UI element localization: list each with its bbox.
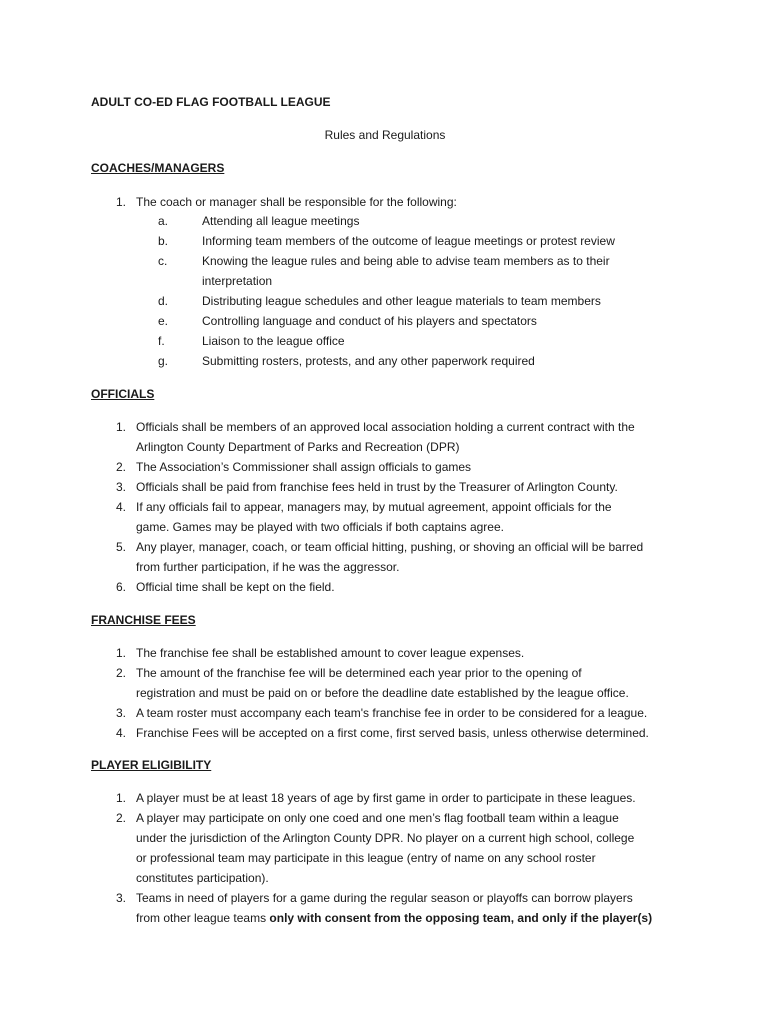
list-number: 5. xyxy=(115,540,126,554)
list-number: 1. xyxy=(115,646,126,660)
list-number: 1. xyxy=(115,420,126,434)
sublist-letter: f. xyxy=(158,334,165,348)
sublist-letter: c. xyxy=(158,254,168,268)
sublist-item-text: Distributing league schedules and other league materials to team members xyxy=(202,294,601,308)
list-item-text: The amount of the franchise fee will be determined each year prior to the opening of xyxy=(136,666,582,680)
list-item-text: The Association’s Commissioner shall assign officials to games xyxy=(136,460,472,474)
sublist-letter: e. xyxy=(158,314,169,328)
bold-text-span: only with consent from the opposing team, and only if the player(s) xyxy=(269,911,653,925)
list-number: 4. xyxy=(115,500,126,514)
list-item-text: A player may participate on only one coed and one men’s flag football team within a league xyxy=(136,811,619,825)
section-heading-player-eligibility: PLAYER ELIGIBILITY xyxy=(91,758,212,772)
sublist-letter: d. xyxy=(158,294,169,308)
list-number: 6. xyxy=(115,580,126,594)
list-item-text: Teams in need of players for a game during the regular season or playoffs can borrow players xyxy=(136,891,633,905)
document-title: ADULT CO-ED FLAG FOOTBALL LEAGUE xyxy=(91,95,331,109)
document-subtitle: Rules and Regulations xyxy=(324,128,446,142)
list-number: 3. xyxy=(115,706,126,720)
sublist-item-text: Submitting rosters, protests, and any other paperwork required xyxy=(202,354,535,368)
sublist-letter: g. xyxy=(158,354,169,368)
list-number: 1. xyxy=(115,791,126,805)
list-item-text-continued: game. Games may be played with two officials if both captains agree. xyxy=(136,520,504,534)
list-item-text-continued: registration and must be paid on or before the deadline date established by the league office. xyxy=(136,686,629,700)
sublist-letter: b. xyxy=(158,234,169,248)
list-item-text-continued: from further participation, if he was the aggressor. xyxy=(136,560,400,574)
sublist-letter: a. xyxy=(158,214,169,228)
list-item-text: Any player, manager, coach, or team official hitting, pushing, or shoving an official will be barred xyxy=(136,540,644,554)
list-item-text: If any officials fail to appear, managers may, by mutual agreement, appoint officials for the xyxy=(136,500,612,514)
sublist-item-text: Controlling language and conduct of his players and spectators xyxy=(202,314,537,328)
list-item-text: Official time shall be kept on the field. xyxy=(136,580,335,594)
list-number: 3. xyxy=(115,480,126,494)
list-number: 3. xyxy=(115,891,126,905)
list-item-text-continued xyxy=(136,911,652,925)
list-item-text-continued: constitutes participation). xyxy=(136,871,269,885)
list-number: 2. xyxy=(115,666,126,680)
list-number: 2. xyxy=(115,811,126,825)
sublist-item-text: Attending all league meetings xyxy=(202,214,360,228)
list-item-text: The coach or manager shall be responsible for the following: xyxy=(136,195,457,209)
list-item-text: A team roster must accompany each team's franchise fee in order to be considered for a league. xyxy=(136,706,648,720)
list-number: 2. xyxy=(115,460,126,474)
section-heading-coaches: COACHES/MANAGERS xyxy=(91,161,225,175)
sublist-item-text: Informing team members of the outcome of league meetings or protest review xyxy=(202,234,615,248)
section-heading-officials: OFFICIALS xyxy=(91,387,155,401)
list-item-text: Franchise Fees will be accepted on a first come, first served basis, unless otherwise determined. xyxy=(136,726,649,740)
list-item-text: The franchise fee shall be established amount to cover league expenses. xyxy=(136,646,525,660)
list-number: 1. xyxy=(115,195,126,209)
list-item-text: Officials shall be members of an approved local association holding a current contract with the xyxy=(136,420,635,434)
list-item-text-continued: Arlington County Department of Parks and Recreation (DPR) xyxy=(136,440,460,454)
list-item-text-continued: or professional team may participate in this league (entry of name on any school roster xyxy=(136,851,596,865)
list-item-text: A player must be at least 18 years of age by first game in order to participate in these leagues. xyxy=(136,791,636,805)
list-number: 4. xyxy=(115,726,126,740)
section-heading-franchise-fees: FRANCHISE FEES xyxy=(91,613,196,627)
list-item-text: Officials shall be paid from franchise fees held in trust by the Treasurer of Arlington County. xyxy=(136,480,618,494)
list-item-text-continued: under the jurisdiction of the Arlington County DPR. No player on a current high school, college xyxy=(136,831,635,845)
sublist-item-text-continued: interpretation xyxy=(202,274,273,288)
sublist-item-text: Liaison to the league office xyxy=(202,334,345,348)
plain-text-span: from other league teams xyxy=(136,911,270,925)
sublist-item-text: Knowing the league rules and being able to advise team members as to their xyxy=(202,254,610,268)
